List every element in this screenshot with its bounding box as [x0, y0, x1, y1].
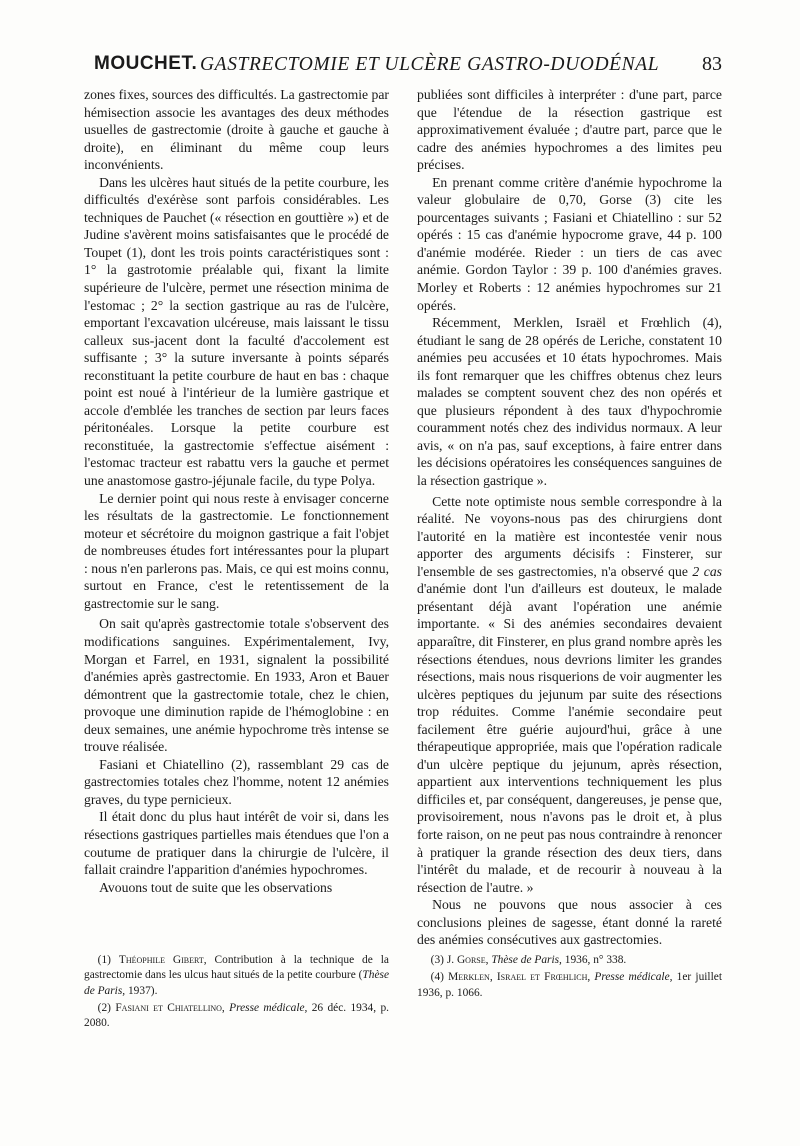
right-column	[417, 86, 722, 949]
paragraph-text: d'anémie dont l'un d'ailleurs est douteux, le malade présentant déjà avant l'opération une anémie importante. « Si des anémies secondaires devaient apparaître, dit Finsterer, en plus grand nombre après les résections étendues, nous devrions limiter les grandes résections, mais nous risquerions de voir augmenter les ulcères peptiques du jejunum par suite des résections trop réduites. Comme l'anémie secondaire peut facilement être guérie aujourd'hui, grâce à une thérapeutique appropriée, mais que l'opération radicale d'un ulcère peptique du jejunum, après résection, appartient aux interventions techniquement les plus difficiles et, par conséquent, dangereuses, je pense que, provisoirement, nous n'avons pas le droit et, à plus forte raison, on ne peut pas nous contraindre à renoncer à pratiquer la grande résection des deux tiers, dans l'intérêt du malade, et de recourir à nouveau à la résection de l'autre. »	[417, 581, 722, 895]
footnote-text: Contribution à la technique de la gastrectomie dans les ulcus haut situés de la petite courbure (	[84, 954, 389, 982]
footnote-4	[417, 970, 722, 1001]
page-number: 83	[702, 53, 722, 75]
footnote-source: Presse médicale,	[229, 1001, 308, 1014]
footnote-number: (4)	[430, 971, 444, 984]
footnotes-left	[84, 953, 389, 1033]
paragraph: Fasiani et Chiatellino (2), rassemblant 29 cas de gastrectomies totales chez l'homme, notent 12 anémies graves, du type pernicieux.	[84, 756, 389, 807]
paragraph: Dans les ulcères haut situés de la petite courbure, les difficultés d'exérèse sont parfois considérables. Les techniques de Pauchet (« résection en gouttière ») et de Judine s'avèrent moins satisfaisantes que le procédé de Toupet (1), dont les trois points caractéristiques sont : 1° la gastrotomie préalable qui, fixant la limite supérieure de l'ulcère, permet une résection minima de l'estomac ; 2° la section gastrique au ras de l'ulcère, emportant l'excavation ulcéreuse, mais laissant le tissu calleux sus-jacent dont la faculté d'accolement est suffisante ; 3° la suture inversante à points séparés reconstituant la petite courbure de haut en bas : chaque point est noué à l'intérieur de la lumière gastrique et accole d'emblée les tranches de section par leurs faces péritonéales. Lorsque la petite courbure est reconstituée, la gastrectomie s'effectue aisément : l'estomac tracteur est rabattu vers la gauche et permet une anastomose gastro-jéjunale facile, du type Polya.	[84, 174, 389, 489]
paragraph: En prenant comme critère d'anémie hypochrome la valeur globulaire de 0,70, Gorse (3) cite les pourcentages suivants ; Fasiani et Chiatellino : sur 52 opérés : 15 cas d'anémie hypocrome grave, 44 p. 100 d'anémie modérée. Rieder : un tiers de cas avec anémie. Gordon Taylor : 39 p. 100 d'anémies graves. Morley et Roberts : 12 anémies hypochromes sur 21 opérés.	[417, 174, 722, 313]
paragraph: publiées sont difficiles à interpréter : d'une part, parce que l'étendue de la résection gastrique est approximativement évaluée ; d'autre part, parce que le cadre des anémies hypochromes a des limites peu précises.	[417, 87, 722, 173]
paragraph: Nous ne pouvons que nous associer à ces conclusions pleines de sagesse, étant donné la rareté des anémies consécutives aux gastrectomies.	[417, 897, 722, 948]
paragraph: zones fixes, sources des difficultés. La gastrectomie par hémisection associe les avantages des deux méthodes usuelles de gastrectomie (droite à gauche et gauche à droite), en éliminant du même coup leurs inconvénients.	[84, 87, 389, 173]
paragraph: Il était donc du plus haut intérêt de voir si, dans les résections gastriques partielles mais étendues que l'on a coutume de pratiquer dans la chirurgie de l'ulcère, il fallait craindre l'apparition d'anémies hypochromes.	[84, 809, 389, 878]
paragraph	[417, 493, 722, 897]
header-running-title: GASTRECTOMIE ET ULCÈRE GASTRO-DUODÉNAL	[200, 54, 660, 75]
paragraph: Avouons tout de suite que les observations	[99, 879, 333, 895]
header-author: MOUCHET.	[94, 53, 198, 74]
footnote-number: (3)	[430, 954, 444, 966]
footnote-text: 1937).	[125, 984, 158, 997]
footnote-author: J. Gorse,	[446, 954, 489, 966]
footnote-number: (1)	[97, 954, 111, 966]
footnote-1	[84, 953, 389, 999]
paragraph: Récemment, Merklen, Israël et Frœhlich (4), étudiant le sang de 28 opérés de Leriche, constatent 10 anémies peu accusées et 10 états hypochromes. Mais ils font remarquer que les chiffres obtenus chez leurs malades se comptent souvent chez des non opérés et que plusieurs répondent à des taux d'hypochromie couramment notés chez des individus normaux. A leur avis, « on n'a pas, sauf exceptions, à faire entrer dans les décisions opératoires les conséquences sanguines de la résection gastrique ».	[417, 315, 722, 489]
left-column	[84, 86, 389, 896]
footnote-author: Merklen, Israel et Frœhlich,	[448, 971, 591, 984]
footnote-text: 1er juillet 1936, p. 1066.	[417, 971, 722, 999]
footnote-number: (2)	[97, 1001, 111, 1014]
footnote-author: Fasiani et Chiatellino,	[115, 1001, 225, 1014]
paragraph: Le dernier point qui nous reste à envisager concerne les résultats de la gastrectomie. Le fonctionnement moteur et sécrétoire du moignon gastrique a fait l'objet de nombreuses études fort intéressantes pour la plupart : nous n'en parlerons pas. Mais, ce qui est moins connu, surtout en France, c'est le retentissement de la gastrectomie sur le sang.	[84, 490, 389, 611]
footnote-3	[417, 953, 722, 968]
footnote-source: Presse médicale,	[594, 971, 673, 984]
footnote-author: Théophile Gibert,	[118, 954, 207, 966]
footnote-2	[84, 1001, 389, 1032]
paragraph: On sait qu'après gastrectomie totale s'observent des modifications sanguines. Expérimentalement, Ivy, Morgan et Farrel, en 1931, signalent la possibilité d'anémies après gastrectomie. En 1933, Aron et Bauer démontrent que la gastrectomie totale, chez le chien, provoque une diminution rapide de l'hémoglobine : en deux semaines, une anémie hypochrome très intense se trouve réalisée.	[84, 616, 389, 755]
footnotes-right	[417, 953, 722, 1003]
footnote-text: 26 déc. 1934, p. 2080.	[84, 1001, 389, 1030]
footnote-source: Thèse de Paris,	[491, 954, 562, 966]
emphasis-text: 2 cas	[692, 563, 722, 579]
footnote-source: Thèse de Paris,	[84, 969, 389, 997]
paragraph-text: Cette note optimiste nous semble correspondre à la réalité. Ne voyons-nous pas des chirurgiens dont l'autorité en la matière est incontestée venir nous apporter des arguments décisifs : Finsterer, sur l'ensemble de ses gastrectomies, n'a observé que	[417, 493, 722, 579]
running-header	[94, 53, 726, 87]
footnote-text: 1936, n° 338.	[561, 954, 627, 966]
